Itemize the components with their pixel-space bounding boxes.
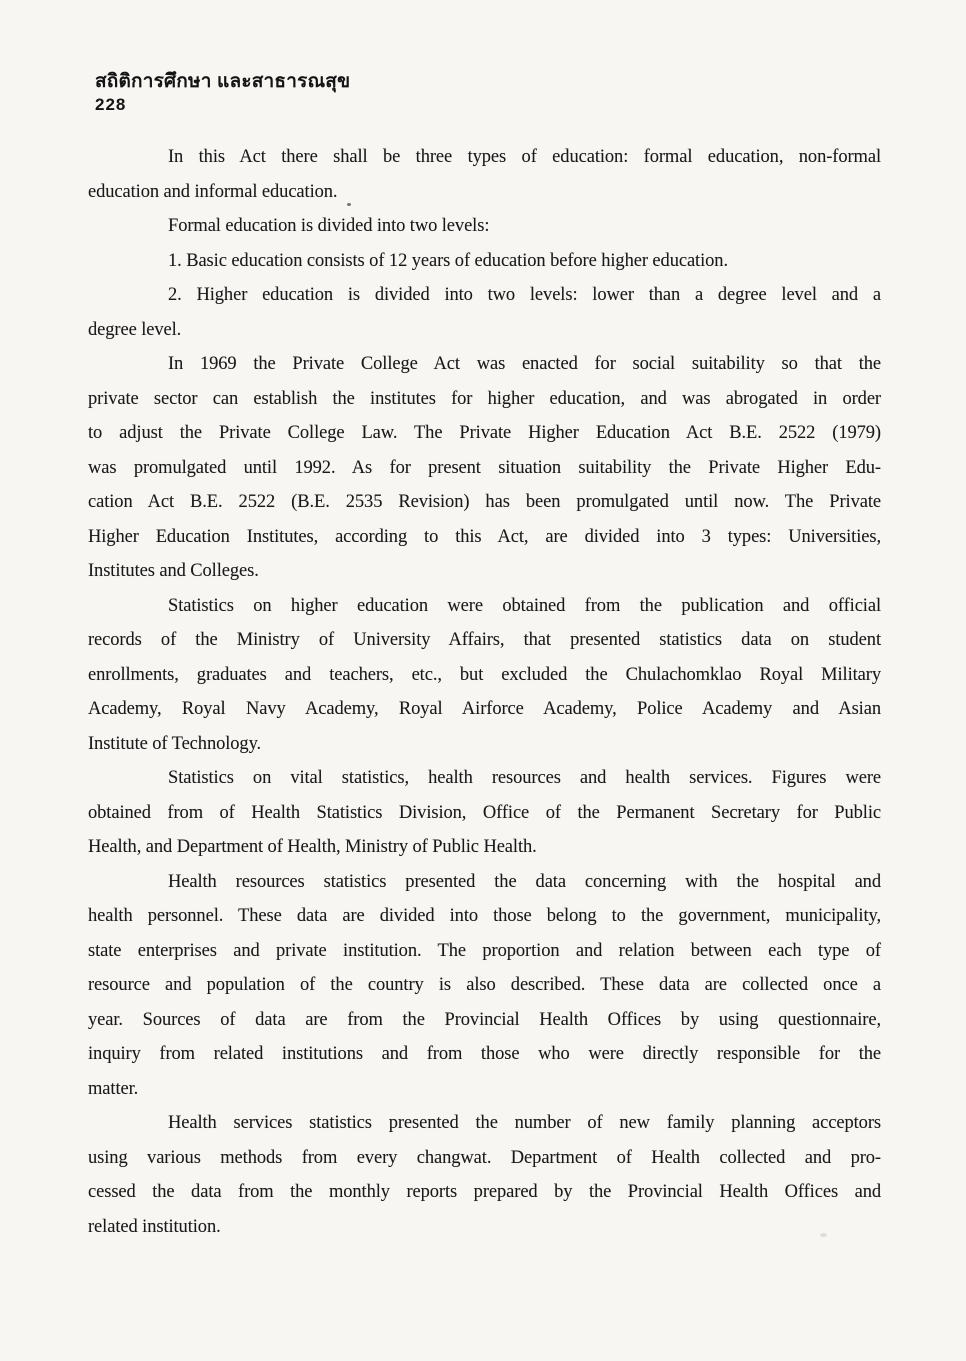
paragraph <box>88 347 881 589</box>
text-line: year. Sources of data are from the Provincial Health Offices by using questionnaire, <box>88 1009 881 1030</box>
text-line: records of the Ministry of University Affairs, that presented statistics data on student <box>88 630 881 650</box>
text-line: resource and population of the country is also described. These data are collected once a <box>88 975 881 995</box>
text-line: In 1969 the Private College Act was enacted for social suitability so that the <box>168 354 881 374</box>
header-title-thai: สถิติการศึกษา และสาธารณสุข <box>95 71 351 92</box>
text-line: education and informal education. <box>88 181 338 202</box>
text-line: Health resources statistics presented the data concerning with the hospital and <box>168 871 881 892</box>
text-line: In this Act there shall be three types of education: formal education, non-formal <box>168 147 881 167</box>
text-line: cessed the data from the monthly reports prepared by the Provincial Health Offices and <box>88 1182 881 1202</box>
paragraph <box>88 589 881 762</box>
text-line: Statistics on vital statistics, health resources and health services. Figures were <box>168 768 881 788</box>
text-line: Higher Education Institutes, according to this Act, are divided into 3 types: Universities, <box>88 526 881 547</box>
paragraph <box>88 209 881 244</box>
text-line: health personnel. These data are divided into those belong to the government, municipality, <box>88 906 881 926</box>
text-line: obtained from of Health Statistics Division, Office of the Permanent Secretary for Public <box>88 802 881 823</box>
document-body <box>88 140 881 1244</box>
text-line: private sector can establish the institutes for higher education, and was abrogated in order <box>88 388 881 409</box>
scan-speck <box>347 203 351 206</box>
text-line: 2. Higher education is divided into two levels: lower than a degree level and a <box>168 285 881 305</box>
text-line: Health, and Department of Health, Ministry of Public Health. <box>88 837 537 857</box>
text-line: Formal education is divided into two levels: <box>168 216 490 236</box>
text-line: state enterprises and private institution. The proportion and relation between each type of <box>88 940 881 961</box>
page-number: 228 <box>95 95 127 114</box>
paragraph <box>88 761 881 865</box>
text-line: Institutes and Colleges. <box>88 561 259 581</box>
text-line: cation Act B.E. 2522 (B.E. 2535 Revision) has been promulgated until now. The Private <box>88 492 881 512</box>
text-line: Academy, Royal Navy Academy, Royal Airforce Academy, Police Academy and Asian <box>88 699 881 719</box>
text-line: enrollments, graduates and teachers, etc., but excluded the Chulachomklao Royal Military <box>88 664 881 685</box>
paragraph <box>88 278 881 347</box>
page-header <box>95 70 350 115</box>
text-line: Statistics on higher education were obtained from the publication and official <box>168 595 881 616</box>
paragraph <box>88 1106 881 1244</box>
text-line: degree level. <box>88 319 182 340</box>
paragraph <box>88 865 881 1107</box>
text-line: using various methods from every changwat. Department of Health collected and pro- <box>88 1147 881 1168</box>
text-line: to adjust the Private College Law. The Private Higher Education Act B.E. 2522 (1979) <box>88 423 881 443</box>
scan-smudge <box>820 1233 827 1237</box>
text-line: 1. Basic education consists of 12 years of education before higher education. <box>168 250 728 271</box>
text-line: was promulgated until 1992. As for present situation suitability the Private Higher Edu- <box>88 457 881 478</box>
text-line: inquiry from related institutions and from those who were directly responsible for the <box>88 1044 881 1064</box>
text-line: matter. <box>88 1078 139 1099</box>
text-line: Institute of Technology. <box>88 733 262 754</box>
text-line: Health services statistics presented the number of new family planning acceptors <box>168 1113 881 1133</box>
paragraph <box>88 140 881 209</box>
paragraph <box>88 244 881 279</box>
text-line: related institution. <box>88 1216 221 1237</box>
